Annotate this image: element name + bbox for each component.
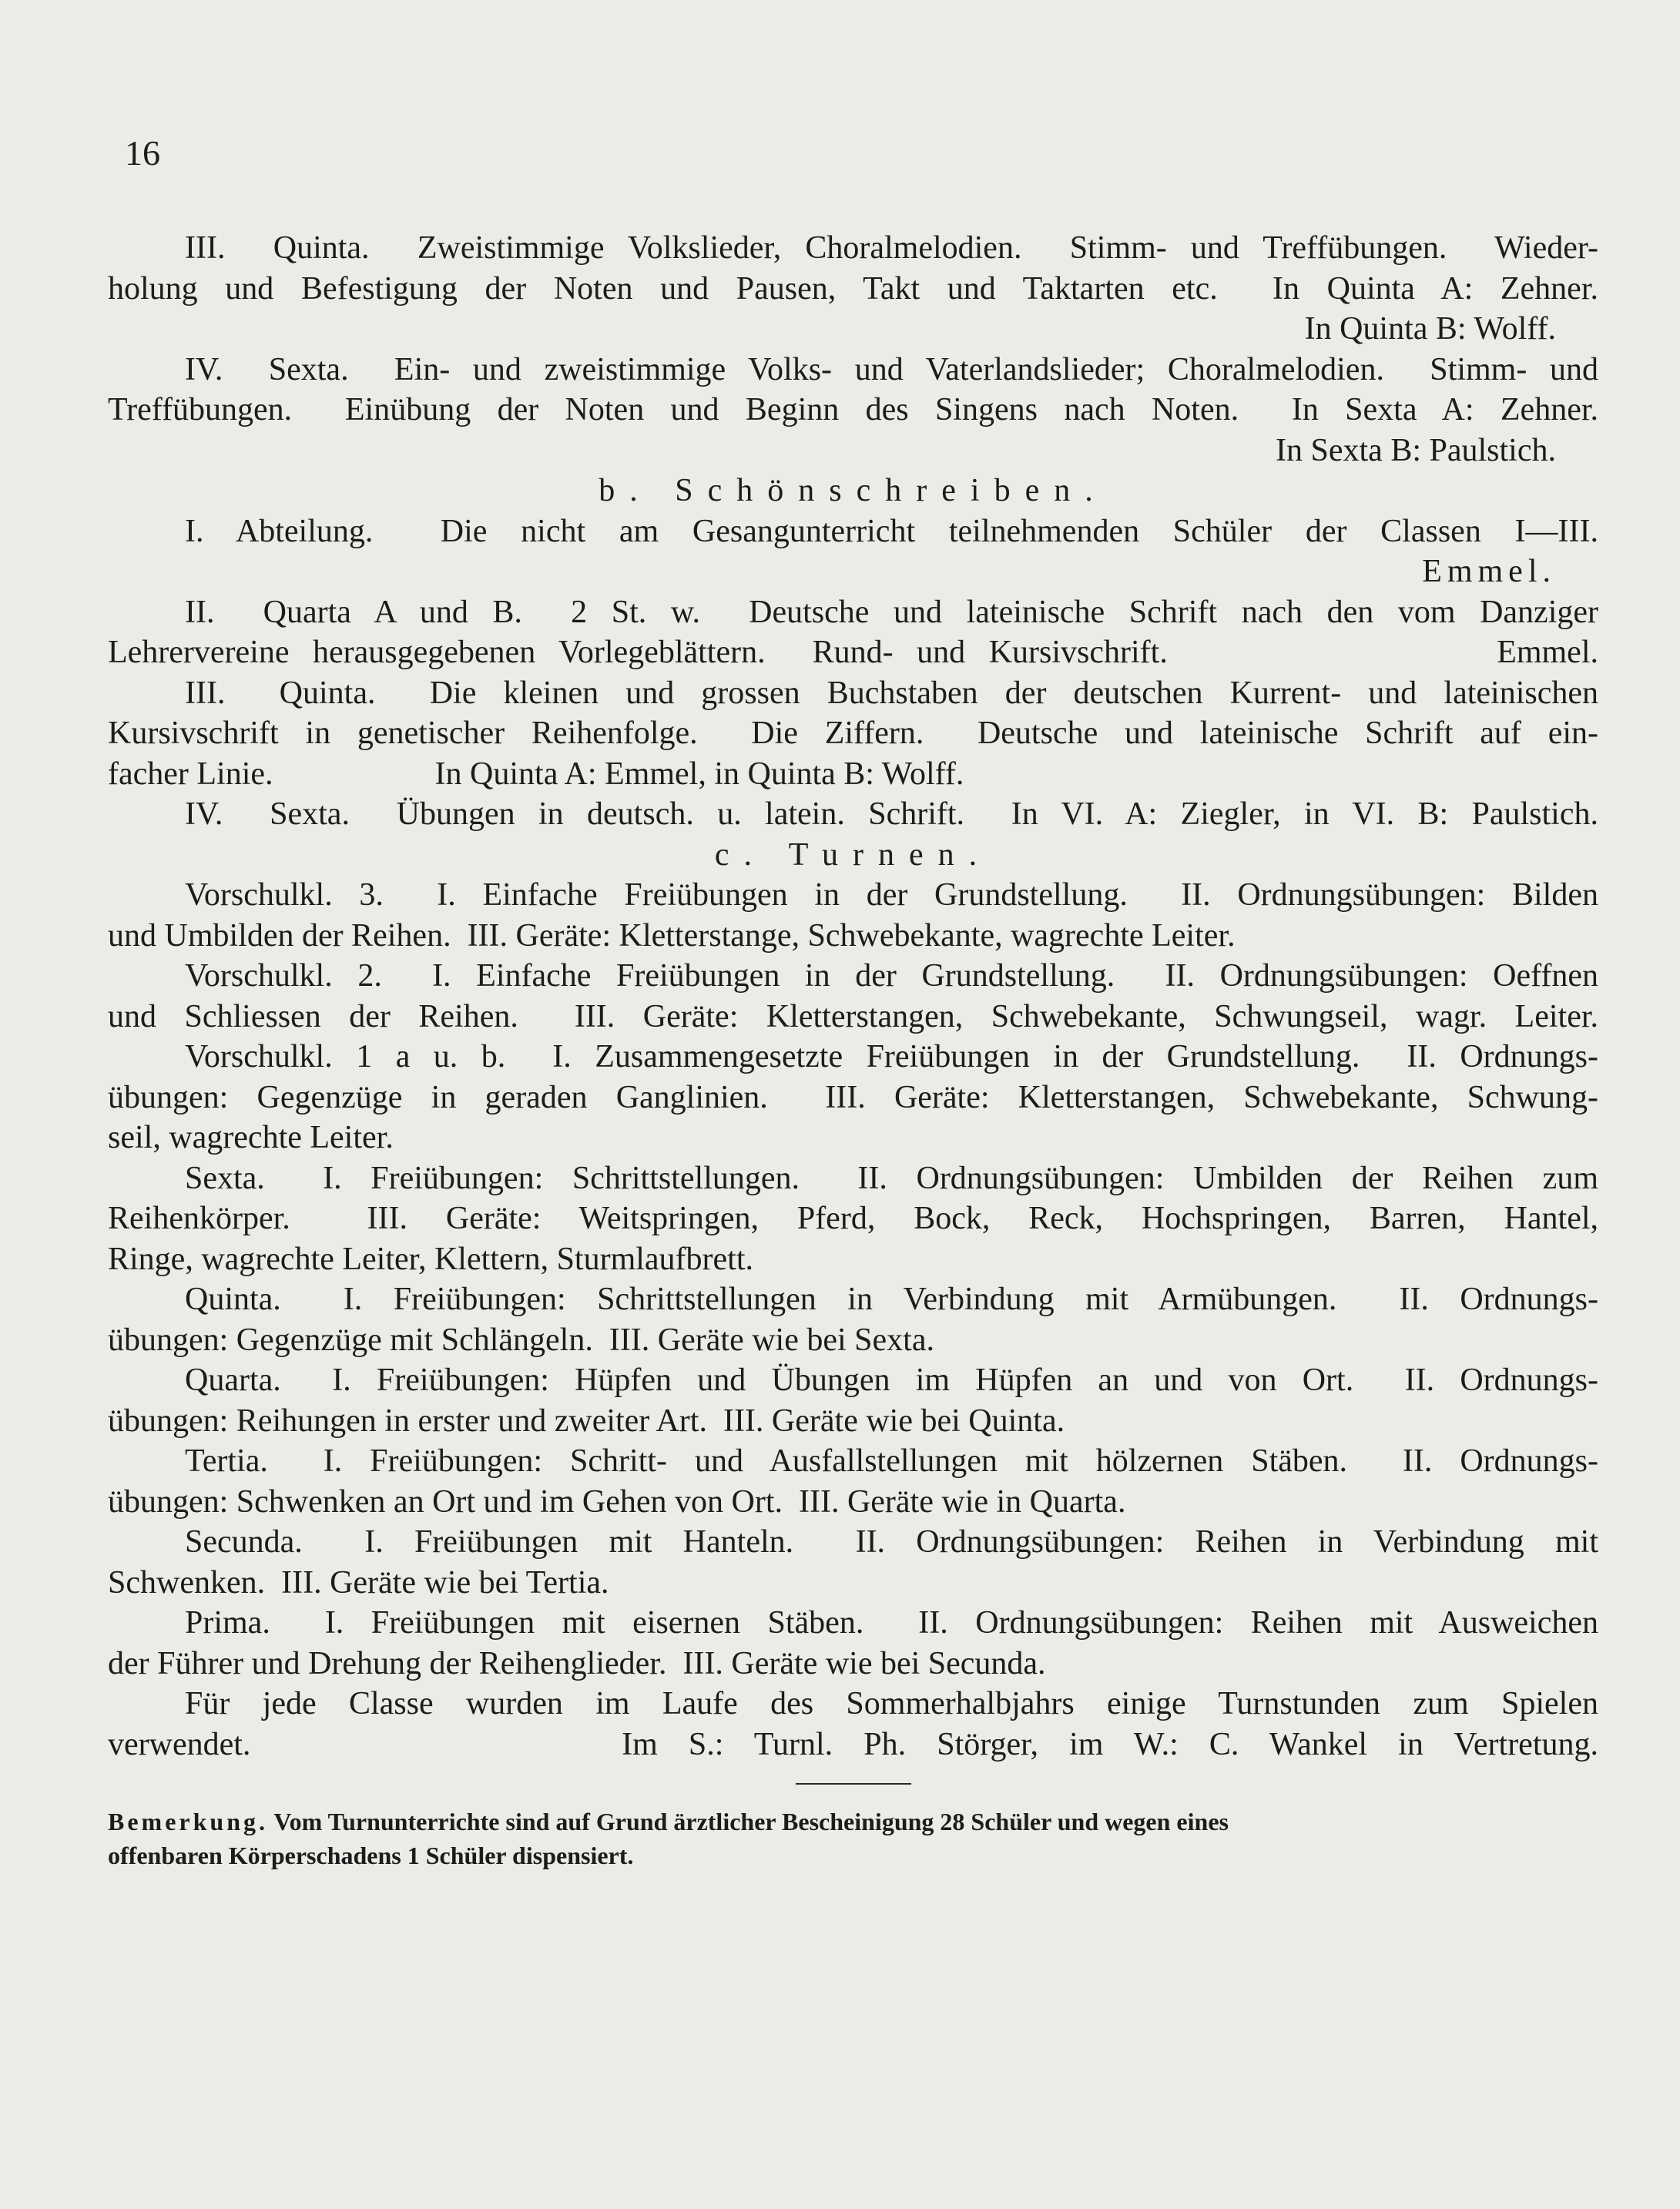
footnote-line-2: offenbaren Körperschadens 1 Schüler dispensiert. [108,1842,634,1869]
text-line-tertia-turnen-2: übungen: Schwenken an Ort und im Gehen von Ort. III. Geräte wie in Quarta. [108,1483,1126,1520]
text-line-sexta-turnen-3: Ringe, wagrechte Leiter, Klettern, Sturmlaufbrett. [108,1241,754,1277]
text-line-quinta-gesang-1: III. Quinta. Zweistimmige Volkslieder, Choralmelodien. Stimm- und Treffübungen. Wieder- [185,230,1598,266]
text-line-sexta-gesang-2: Treffübungen. Einübung der Noten und Beginn des Singens nach Noten. In Sexta A: Zehner. [108,392,1598,427]
page-body [108,228,1598,1872]
text-line-quinta-gesang-3: In Quinta B: Wolff. [1304,311,1556,347]
text-line-vk1-3: seil, wagrechte Leiter. [108,1120,394,1155]
text-line-heading-schoenschreiben: b. Schönschreiben. [599,473,1108,508]
text-line-quarta-turnen-1: Quarta. I. Freiübungen: Hüpfen und Übungen im Hüpfen an und von Ort. II. Ordnungs- [185,1363,1598,1398]
text-line-sexta-turnen-1: Sexta. I. Freiübungen: Schrittstellungen. II. Ordnungsübungen: Umbilden der Reihen zum [185,1160,1598,1196]
text-line-prima-turnen-2: der Führer und Drehung der Reihenglieder. III. Geräte wie bei Secunda. [108,1645,1046,1681]
text-line-prima-turnen-1: Prima. I. Freiübungen mit eisernen Stäben. II. Ordnungsübungen: Reihen mit Ausweichen [185,1605,1598,1641]
text-line-abteilung-1: I. Abteilung. Die nicht am Gesangunterricht teilnehmenden Schüler der Classen I—III. [185,513,1598,549]
footnote-label: Bemerkung. [108,1808,268,1835]
text-line-quarta-schrift-1: II. Quarta A und B. 2 St. w. Deutsche und lateinische Schrift nach den vom Danziger [185,594,1598,630]
footnote-rule [796,1783,911,1785]
text-line-quinta-schrift-1: III. Quinta. Die kleinen und grossen Buchstaben der deutschen Kurrent- und lateinischen [185,675,1598,711]
text-line-abteilung-2: Emmel. [1422,554,1556,589]
text-line-heading-turnen: c. Turnen. [714,836,992,873]
footnote-line-1 [108,1805,1598,1839]
text-line-quinta-schrift-3: facher Linie. In Quinta A: Emmel, in Quinta B: Wolff. [108,756,964,792]
text-line-spielen-1: Für jede Classe wurden im Laufe des Sommerhalbjahrs einige Turnstunden zum Spielen [185,1686,1598,1721]
text-line-quinta-schrift-2: Kursivschrift in genetischer Reihenfolge. Die Ziffern. Deutsche und lateinische Schrift auf ein- [108,716,1598,751]
text-line-vk3-2: und Umbilden der Reihen. III. Geräte: Kletterstange, Schwebekante, wagrechte Leiter. [108,917,1236,954]
text-line-quarta-turnen-2: übungen: Reihungen in erster und zweiter Art. III. Geräte wie bei Quinta. [108,1403,1065,1439]
text-line-quinta-turnen-2: übungen: Gegenzüge mit Schlängeln. III. Geräte wie bei Sexta. [108,1322,934,1358]
text-line-tertia-turnen-1: Tertia. I. Freiübungen: Schritt- und Ausfallstellungen mit hölzernen Stäben. II. Ordnungs- [185,1443,1598,1479]
text-line-vk2-2: und Schliessen der Reihen. III. Geräte: Kletterstangen, Schwebekante, Schwungseil, wagr. Leiter. [108,998,1598,1034]
text-line-quinta-gesang-2: holung und Befestigung der Noten und Pausen, Takt und Taktarten etc. In Quinta A: Zehner. [108,270,1598,307]
text-line-sexta-turnen-2: Reihenkörper. III. Geräte: Weitspringen, Pferd, Bock, Reck, Hochspringen, Barren, Hantel, [108,1201,1598,1236]
text-line-secunda-turnen-1: Secunda. I. Freiübungen mit Hanteln. II. Ordnungsübungen: Reihen in Verbindung mit [185,1524,1598,1560]
text-line-secunda-turnen-2: Schwenken. III. Geräte wie bei Tertia. [108,1564,609,1601]
text-block [108,228,1598,1765]
text-line-sexta-schrift-1: IV. Sexta. Übungen in deutsch. u. latein. Schrift. In VI. A: Ziegler, in VI. B: Paulstich. [185,796,1598,832]
text-line-sexta-gesang-1: IV. Sexta. Ein- und zweistimmige Volks- und Vaterlandslieder; Choralmelodien. Stimm- und [185,351,1598,387]
text-line-vk1-2: übungen: Gegenzüge in geraden Ganglinien. III. Geräte: Kletterstangen, Schwebekante, Schwung- [108,1079,1598,1115]
text-line-spielen-2: verwendet. Im S.: Turnl. Ph. Störger, im W.: C. Wankel in Vertretung. [108,1726,1598,1762]
text-line-vk2-1: Vorschulkl. 2. I. Einfache Freiübungen in der Grundstellung. II. Ordnungsübungen: Oeffnen [185,958,1598,994]
text-line-quinta-turnen-1: Quinta. I. Freiübungen: Schrittstellungen in Verbindung mit Armübungen. II. Ordnungs- [185,1282,1598,1317]
text-line-quarta-schrift-2: Lehrervereine herausgegebenen Vorlegeblättern. Rund- und Kursivschrift. Emmel. [108,635,1598,670]
text-line-sexta-gesang-3: In Sexta B: Paulstich. [1276,432,1556,468]
text-line-vk1-1: Vorschulkl. 1 a u. b. I. Zusammengesetzte Freiübungen in der Grundstellung. II. Ordnungs- [185,1039,1598,1074]
footnote-text: Vom Turnunterrichte sind auf Grund ärztlicher Bescheinigung 28 Schüler und wegen eines [273,1808,1229,1835]
page-number: 16 [125,133,160,173]
text-line-vk3-1: Vorschulkl. 3. I. Einfache Freiübungen in der Grundstellung. II. Ordnungsübungen: Bilden [185,877,1598,913]
